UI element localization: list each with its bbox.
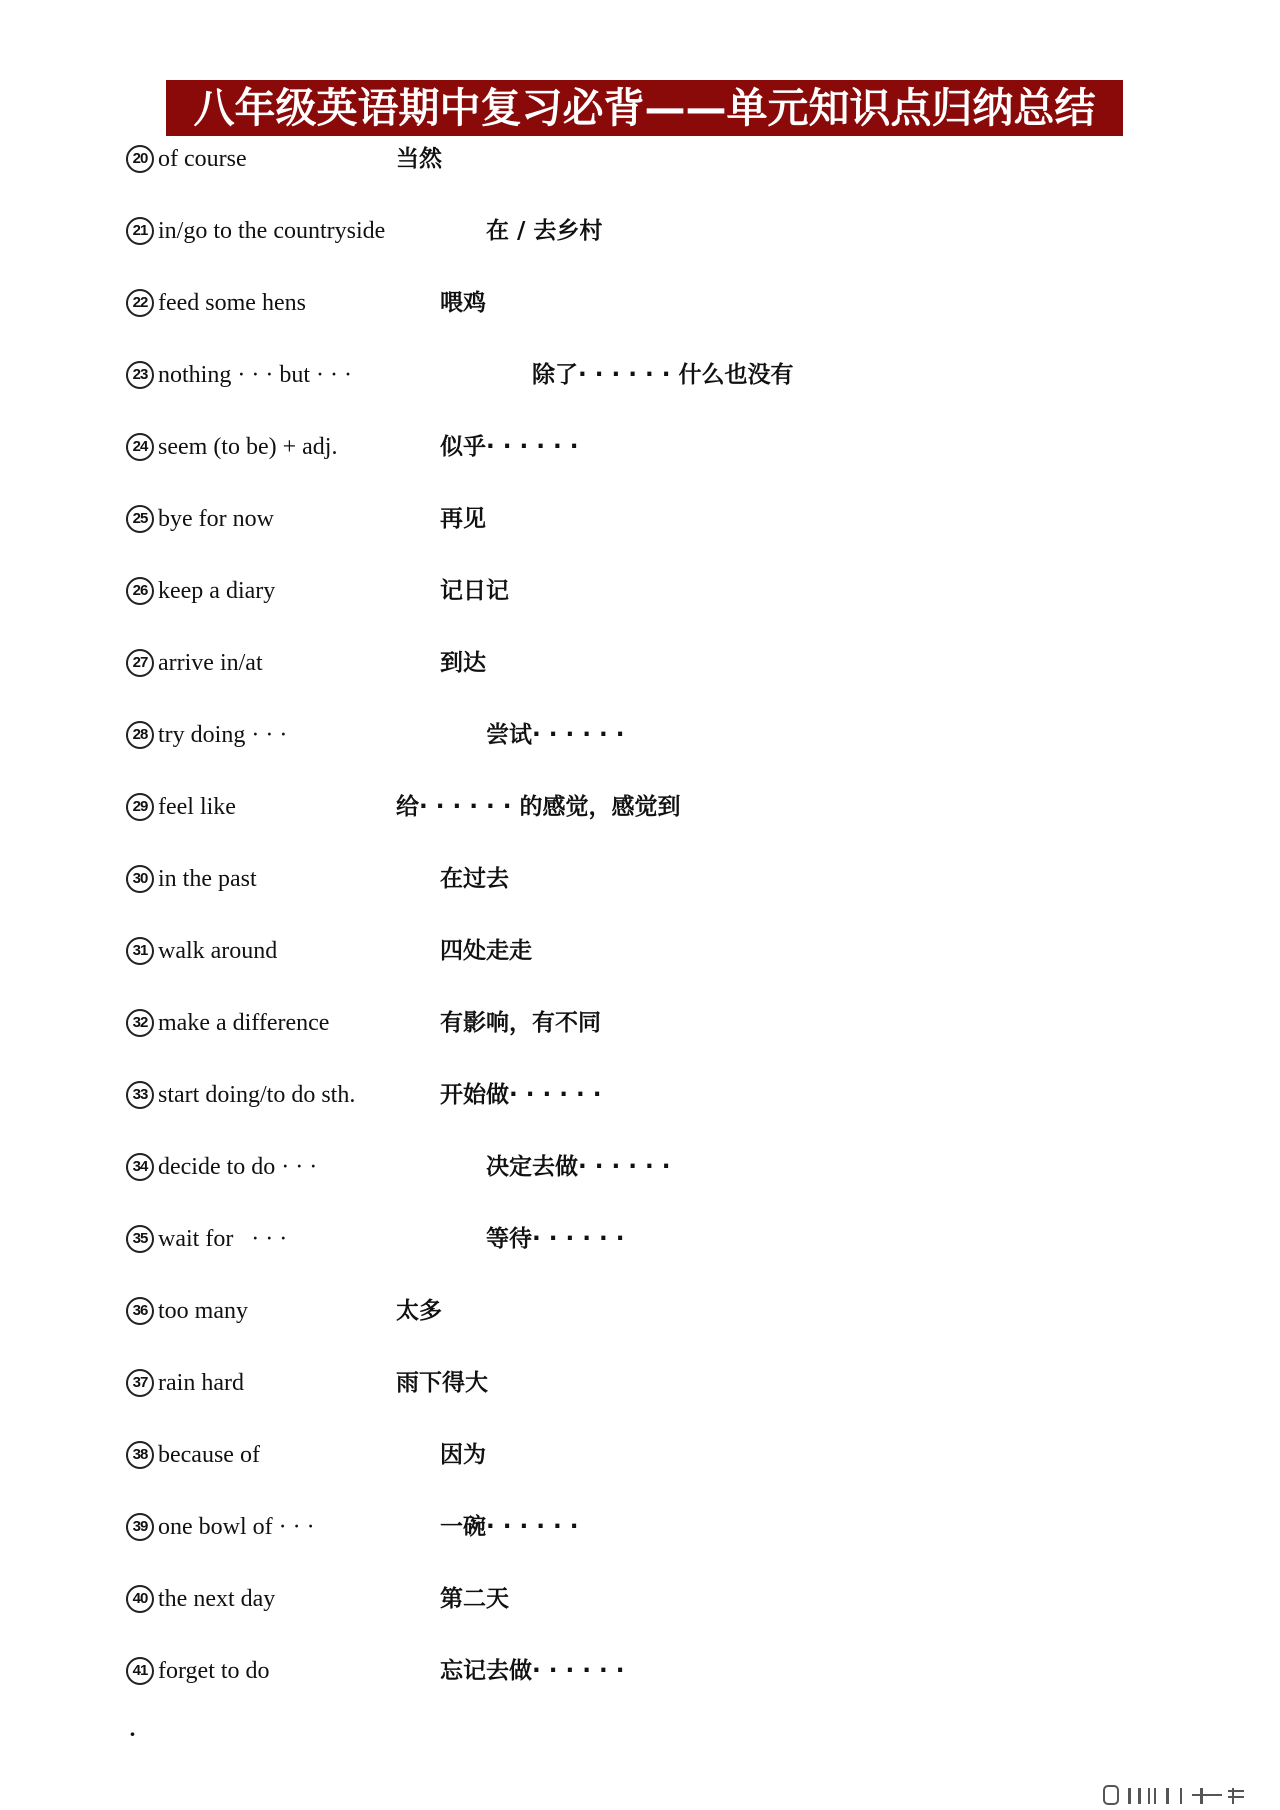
item-number: 34 <box>126 1153 154 1181</box>
item-number: 26 <box>126 577 154 605</box>
chinese-meaning: 再见 <box>440 506 486 532</box>
item-number: 32 <box>126 1009 154 1037</box>
english-phrase: keep a diary <box>158 578 276 604</box>
list-item <box>126 503 1126 539</box>
english-phrase: one bowl of · · · <box>158 1514 315 1540</box>
chinese-meaning: 一碗· · · · · · <box>440 1514 579 1540</box>
english-phrase: try doing · · · <box>158 722 288 748</box>
list-item <box>126 1439 1126 1475</box>
english-phrase: decide to do · · · <box>158 1154 318 1180</box>
page-title: 八年级英语期中复习必背——单元知识点归纳总结 <box>166 80 1123 136</box>
item-number: 21 <box>126 217 154 245</box>
chinese-meaning: 当然 <box>396 146 442 172</box>
list-item <box>126 1151 1126 1187</box>
list-item <box>126 719 1126 755</box>
english-phrase: walk around <box>158 938 278 964</box>
item-number: 20 <box>126 145 154 173</box>
chinese-meaning: 有影响，有不同 <box>440 1010 601 1036</box>
item-number: 29 <box>126 793 154 821</box>
chinese-meaning: 除了· · · · · · 什么也没有 <box>532 362 794 388</box>
english-phrase: start doing/to do sth. <box>158 1082 356 1108</box>
english-phrase: seem (to be) + adj. <box>158 434 338 460</box>
chinese-meaning: 雨下得大 <box>396 1370 488 1396</box>
chinese-meaning: 记日记 <box>440 578 509 604</box>
item-number: 36 <box>126 1297 154 1325</box>
chinese-meaning: 忘记去做· · · · · · <box>440 1658 625 1684</box>
english-phrase: because of <box>158 1442 260 1468</box>
chinese-meaning: 等待· · · · · · <box>486 1226 625 1252</box>
item-number: 35 <box>126 1225 154 1253</box>
english-phrase: bye for now <box>158 506 274 532</box>
item-number: 28 <box>126 721 154 749</box>
chinese-meaning: 给· · · · · · 的感觉，感觉到 <box>396 794 681 820</box>
english-phrase: too many <box>158 1298 248 1324</box>
chinese-meaning: 到达 <box>440 650 486 676</box>
english-phrase: rain hard <box>158 1370 244 1396</box>
item-number: 30 <box>126 865 154 893</box>
item-number: 39 <box>126 1513 154 1541</box>
chinese-meaning: 四处走走 <box>440 938 532 964</box>
stray-dot: · <box>129 1722 136 1746</box>
list-item <box>126 1367 1126 1403</box>
item-number: 22 <box>126 289 154 317</box>
list-item <box>126 647 1126 683</box>
list-item <box>126 143 1126 179</box>
item-number: 38 <box>126 1441 154 1469</box>
chinese-meaning: 尝试· · · · · · <box>486 722 625 748</box>
item-number: 25 <box>126 505 154 533</box>
english-phrase: feel like <box>158 794 236 820</box>
list-item <box>126 1079 1126 1115</box>
list-item <box>126 1223 1126 1259</box>
list-item <box>126 359 1126 395</box>
item-number: 41 <box>126 1657 154 1685</box>
chinese-meaning: 因为 <box>440 1442 486 1468</box>
list-item <box>126 1583 1126 1619</box>
list-item <box>126 1295 1126 1331</box>
english-phrase: forget to do <box>158 1658 270 1684</box>
item-number: 33 <box>126 1081 154 1109</box>
list-item <box>126 1007 1126 1043</box>
english-phrase: feed some hens <box>158 290 306 316</box>
list-item <box>126 215 1126 251</box>
chinese-meaning: 在过去 <box>440 866 509 892</box>
item-number: 23 <box>126 361 154 389</box>
chinese-meaning: 第二天 <box>440 1586 509 1612</box>
chinese-meaning: 开始做· · · · · · <box>440 1082 602 1108</box>
list-item <box>126 1511 1126 1547</box>
english-phrase: nothing · · · but · · · <box>158 362 352 388</box>
list-item <box>126 791 1126 827</box>
list-item <box>126 575 1126 611</box>
list-item <box>126 431 1126 467</box>
item-number: 37 <box>126 1369 154 1397</box>
english-phrase: wait for · · · <box>158 1226 288 1252</box>
english-phrase: arrive in/at <box>158 650 263 676</box>
chinese-meaning: 在 / 去乡村 <box>486 218 603 244</box>
english-phrase: the next day <box>158 1586 276 1612</box>
item-number: 24 <box>126 433 154 461</box>
list-item <box>126 935 1126 971</box>
item-number: 27 <box>126 649 154 677</box>
chinese-meaning: 太多 <box>396 1298 442 1324</box>
item-number: 40 <box>126 1585 154 1613</box>
list-item <box>126 287 1126 323</box>
watermark-barcode-icon <box>1100 1784 1260 1808</box>
english-phrase: in/go to the countryside <box>158 218 386 244</box>
chinese-meaning: 决定去做· · · · · · <box>486 1154 671 1180</box>
english-phrase: of course <box>158 146 247 172</box>
chinese-meaning: 似乎· · · · · · <box>440 434 579 460</box>
item-number: 31 <box>126 937 154 965</box>
english-phrase: in the past <box>158 866 257 892</box>
chinese-meaning: 喂鸡 <box>440 290 486 316</box>
list-item <box>126 1655 1126 1691</box>
english-phrase: make a difference <box>158 1010 330 1036</box>
list-item <box>126 863 1126 899</box>
